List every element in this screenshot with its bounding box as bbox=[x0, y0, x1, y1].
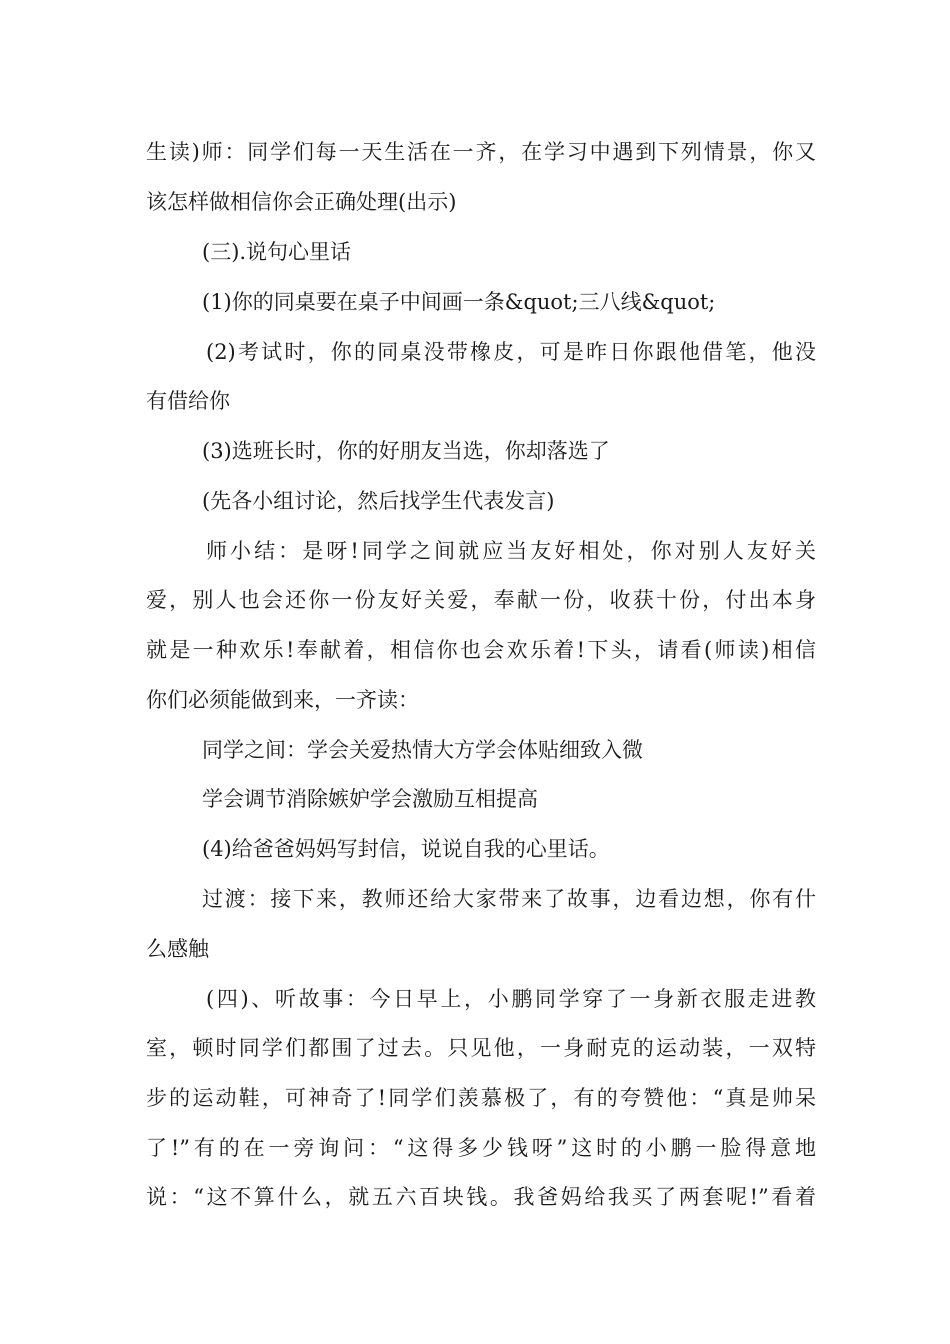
text-line: 就是一种欢乐!奉献着，相信你也会欢乐着!下头，请看(师读)相信 bbox=[146, 638, 816, 662]
text-line: 说：“这不算什么，就五六百块钱。我爸妈给我买了两套呢!”看着 bbox=[146, 1185, 816, 1209]
text-line: 生读)师：同学们每一天生活在一齐，在学习中遇到下列情景，你又 bbox=[146, 140, 816, 164]
text-line: 学会调节消除嫉妒学会激励互相提高 bbox=[202, 787, 538, 811]
text-line: (3)选班长时，你的好朋友当选，你却落选了 bbox=[202, 439, 610, 463]
text-line: (4)给爸爸妈妈写封信，说说自我的心里话。 bbox=[202, 837, 610, 861]
text-line: 么感触 bbox=[146, 937, 209, 961]
text-line: 你们必须能做到来，一齐读： bbox=[146, 688, 419, 712]
text-line: 了!”有的在一旁询问：“这得多少钱呀”这时的小鹏一脸得意地 bbox=[146, 1136, 816, 1160]
text-line: 该怎样做相信你会正确处理(出示) bbox=[146, 190, 457, 214]
text-line: 有借给你 bbox=[146, 389, 230, 413]
text-line: (2)考试时，你的同桌没带橡皮，可是昨日你跟他借笔，他没 bbox=[206, 340, 816, 364]
section-heading: (三).说句心里话 bbox=[202, 240, 352, 264]
text-line: (四)、听故事：今日早上，小鹏同学穿了一身新衣服走进教 bbox=[206, 987, 816, 1011]
text-line: (1)你的同桌要在桌子中间画一条&quot;三八线&quot; bbox=[202, 290, 716, 314]
text-line: 师小结：是呀!同学之间就应当友好相处，你对别人友好关 bbox=[206, 539, 816, 563]
text-line: 同学之间：学会关爱热情大方学会体贴细致入微 bbox=[202, 738, 643, 762]
text-line: 室，顿时同学们都围了过去。只见他，一身耐克的运动装，一双特 bbox=[146, 1036, 816, 1060]
text-line: 过渡：接下来，教师还给大家带来了故事，边看边想，你有什 bbox=[202, 887, 816, 911]
text-line: (先各小组讨论，然后找学生代表发言) bbox=[202, 489, 555, 513]
text-line: 步的运动鞋，可神奇了!同学们羡慕极了，有的夸赞他：“真是帅呆 bbox=[146, 1086, 816, 1110]
text-line: 爱，别人也会还你一份友好关爱，奉献一份，收获十份，付出本身 bbox=[146, 588, 816, 612]
